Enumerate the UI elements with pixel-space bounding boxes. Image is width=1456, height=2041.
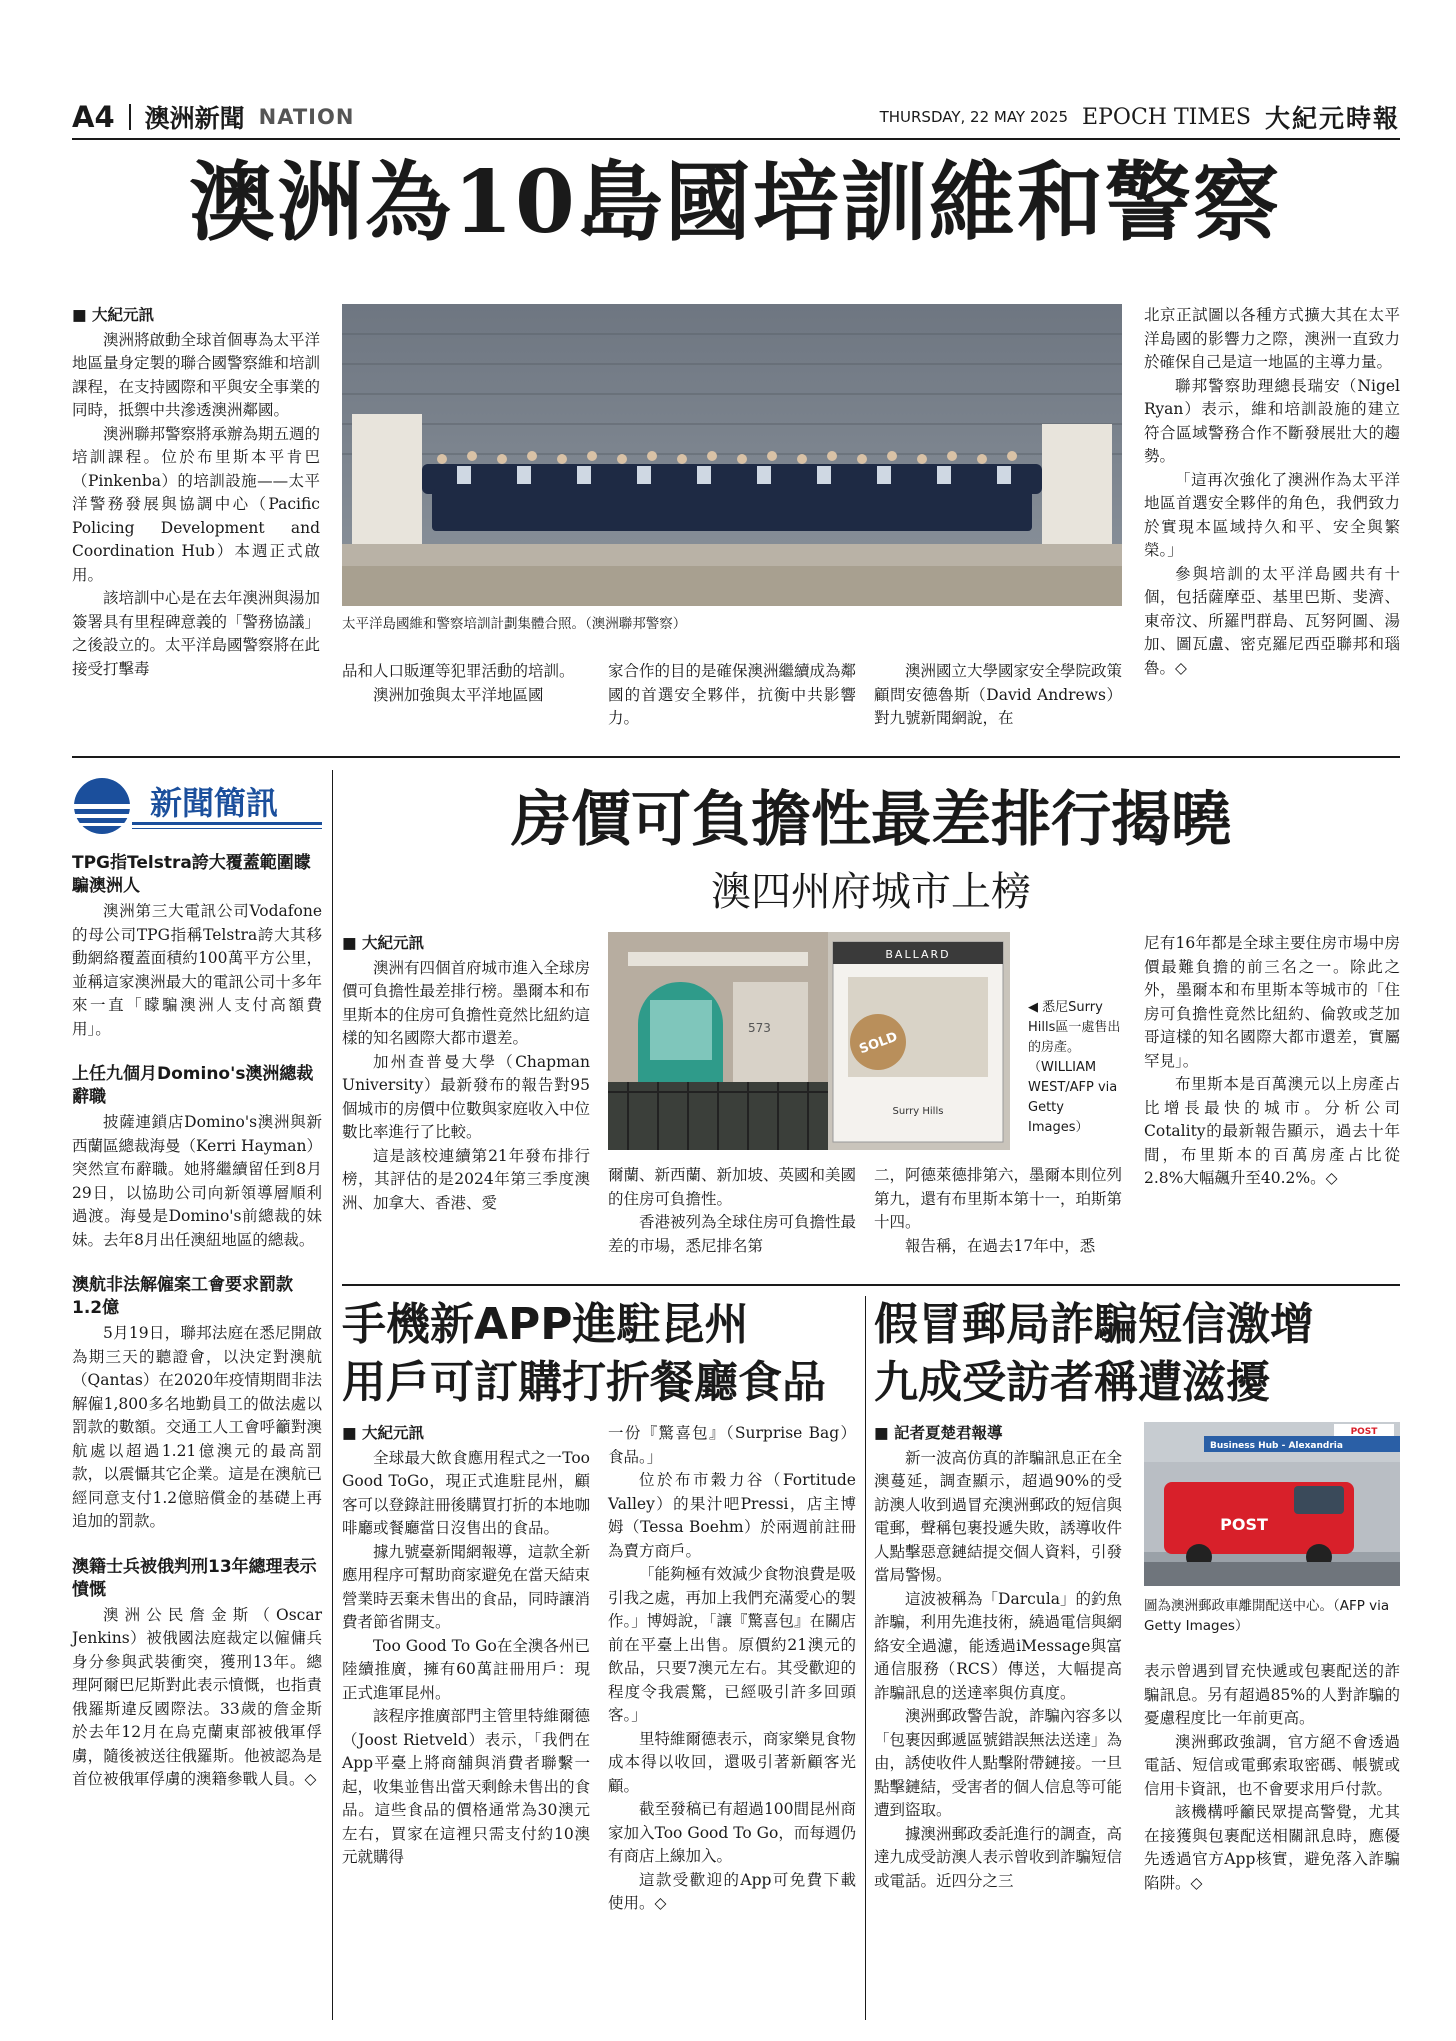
story4-para: 新一波高仿真的詐騙訊息正在全澳蔓延，調查顯示，超過90%的受訪澳人收到過冒充澳洲郵政的短信與電郵，聲稱包裹投遞失敗，誘導收件人點擊惡意鏈結提交個人資料，引發當局警惕。 bbox=[874, 1448, 1123, 1584]
paper-name-cn: 大紀元時報 bbox=[1264, 104, 1400, 133]
story2-para: 尼有16年都是全球主要住房市場中房價最難負擔的前三名之一。除此之外，墨爾本和布里斯本等城市的「住房可負擔性竟然比紐約、倫敦或芝加哥這樣的知名國際大都市還差，實屬罕見」。 bbox=[1144, 934, 1400, 1070]
story4-para: 該機構呼籲民眾提高警覺，尤其在接獲與包裹配送相關訊息時，應優先透過官方App核實，避免落入詐騙陷阱。◇ bbox=[1144, 1803, 1400, 1892]
story3-para: 一份『驚喜包』（Surprise Bag）食品。」 bbox=[608, 1424, 856, 1466]
story1-col3 bbox=[608, 660, 856, 731]
brief-body bbox=[72, 900, 322, 1041]
story4-headline-line2: 九成受訪者稱遭滋擾 bbox=[874, 1357, 1270, 1408]
sign-suburb: Surry Hills bbox=[892, 1106, 944, 1117]
story1-para: 澳洲國立大學國家安全學院政策顧問安德魯斯（David Andrews）對九號新聞網說，在 bbox=[874, 662, 1123, 727]
story1-headline: 澳洲為10島國培訓維和警察 bbox=[189, 152, 1281, 253]
auspost-van-image bbox=[1144, 1422, 1400, 1586]
page-number: A4 bbox=[72, 100, 115, 134]
story3-para: 位於布市穀力谷（Fortitude Valley）的果汁吧Pressi，店主博姆（Tessa Boehm）於兩週前註冊為賣方商戶。 bbox=[608, 1471, 856, 1560]
story-divider bbox=[865, 1296, 866, 2020]
story1-para: 澳洲聯邦警察將承辦為期五週的培訓課程。位於布里斯本平肯巴（Pinkenba）的培訓設施——太平洋警務發展與協調中心（Pacific Policing Development and Coordination Hub）本週正式啟用。 bbox=[72, 424, 321, 584]
story1-byline: ■ 大紀元訊 bbox=[72, 304, 320, 328]
story4-para: 據澳洲郵政委託進行的調查，高達九成受訪澳人表示曾收到詐騙短信或電話。近四分之三 bbox=[874, 1824, 1123, 1890]
masthead-divider bbox=[129, 104, 131, 130]
story1-para: 聯邦警察助理總長瑞安（Nigel Ryan）表示，維和培訓設施的建立符合區域警務合作不斷發展壯大的趨勢。 bbox=[1144, 376, 1400, 465]
story4-byline: ■ 記者夏楚君報導 bbox=[874, 1422, 1122, 1446]
story2-col3 bbox=[874, 1164, 1122, 1258]
story2-subhead: 澳四州府城市上榜 bbox=[711, 869, 1031, 915]
story2-col1 bbox=[342, 932, 590, 1215]
brief-para: 披薩連鎖店Domino's澳洲與新西蘭區總裁海曼（Kerri Hayman）突然宣布辭職。她將繼續留任到8月29日，以協助公司向新領導層順利過渡。海曼是Domino's前總裁的妹妹。去年8月出任澳紐地區的總裁。 bbox=[72, 1113, 322, 1249]
story3-para: 該程序推廣部門主管里特維爾德（Joost Rietveld）表示，「我們在App平臺上將商舖與消費者聯繫一起，收集並售出當天剩餘未售出的食品。這些食品的價格通常為30澳元左右，買家在這裡只需支付約10澳元就購得 bbox=[342, 1707, 591, 1866]
brief-title: 澳航非法解僱案工會要求罰款1.2億 bbox=[72, 1275, 293, 1318]
story2-headline: 房價可負擔性最差排行揭曉 bbox=[511, 785, 1231, 855]
story4-photo-caption: 圖為澳洲郵政車離開配送中心。（AFP via Getty Images） bbox=[1144, 1598, 1390, 1634]
sold-badge: SOLD bbox=[857, 1029, 900, 1058]
depot-sign: Business Hub - Alexandria bbox=[1210, 1441, 1343, 1451]
story3-col1 bbox=[342, 1422, 590, 1870]
agent-brand: BALLARD bbox=[885, 948, 951, 961]
story3-para: 截至發稿已有超過100間昆州商家加入Too Good To Go，而每週仍有商店上線加入。 bbox=[608, 1800, 856, 1865]
briefs-underline bbox=[132, 822, 322, 825]
briefs-list bbox=[72, 852, 322, 1792]
briefs-globe-icon bbox=[72, 776, 132, 836]
story4-col1 bbox=[874, 1422, 1122, 1893]
story3-para: 這款受歡迎的App可免費下載使用。◇ bbox=[608, 1870, 856, 1912]
paper-name-en: EPOCH TIMES bbox=[1082, 104, 1251, 130]
post-logo-sign: POST bbox=[1350, 1427, 1378, 1437]
story2-byline: ■ 大紀元訊 bbox=[342, 932, 590, 956]
masthead-right bbox=[880, 100, 1400, 134]
story1-col2 bbox=[342, 660, 590, 707]
group-photo-image bbox=[342, 304, 1122, 606]
story2-photo-house bbox=[608, 932, 1010, 1150]
brief-body bbox=[72, 1111, 322, 1252]
brief-body bbox=[72, 1604, 322, 1792]
story2-para: 爾蘭、新西蘭、新加坡、英國和美國的住房可負擔性。 bbox=[608, 1166, 857, 1208]
brief-title: 澳籍士兵被俄判刑13年總理表示憤慨 bbox=[72, 1556, 317, 1600]
story1-col1 bbox=[72, 304, 320, 681]
van-post-logo: POST bbox=[1220, 1515, 1268, 1534]
story2-para: 這是該校連續第21年發布排行榜，其評估的是2024年第三季度澳洲、加拿大、香港、愛 bbox=[342, 1146, 590, 1212]
story3-headline-line1: 手機新APP進駐昆州 bbox=[342, 1299, 749, 1350]
story2-para: 二，阿德萊德排第六，墨爾本則位列第九，還有布里斯本第十一，珀斯第十四。 bbox=[874, 1166, 1123, 1231]
brief-item bbox=[72, 1556, 322, 1792]
story1-para: 該培訓中心是在去年澳洲與湯加簽署具有里程碑意義的「警務協議」之後設立的。太平洋島國警察將在此接受打擊毒 bbox=[72, 589, 321, 678]
brief-para: 5月19日，聯邦法庭在悉尼開啟為期三天的聽證會，以決定對澳航（Qantas）在2020年疫情期間非法解僱1,800多名地勤員工的做法處以罰款的數額。交通工人工會呼籲對澳航處以超過1.21億澳元的最高罰款，以震懾其它企業。這是在澳航已經同意支付1.2億賠償金的基礎上再追加的罰款。 bbox=[72, 1324, 322, 1530]
story1-para: 「這再次強化了澳洲作為太平洋地區首選安全夥伴的角色，我們致力於實現本區域持久和平、安全與繁榮。」 bbox=[1144, 470, 1400, 559]
brief-title: TPG指Telstra誇大覆蓋範圍矇騙澳洲人 bbox=[72, 853, 311, 896]
story1-para: 北京正試圖以各種方式擴大其在太平洋島國的影響力之際，澳洲一直致力於確保自己是這一地區的主導力量。 bbox=[1144, 306, 1400, 371]
brief-item bbox=[72, 852, 322, 1041]
section-rule bbox=[72, 756, 1400, 758]
story4-para: 澳洲郵政警告說，詐騙內容多以「包裹因郵遞區號錯誤無法送達」為由，誘使收件人點擊附帶鏈接。一旦點擊鏈結，受害者的個人信息等可能遭到盜取。 bbox=[874, 1707, 1123, 1819]
story3-headline bbox=[342, 1296, 862, 1412]
story4-para: 這波被稱為「Darcula」的釣魚詐騙，利用先進技術，繞過電信與網絡安全過濾，能透過iMessage與富通信服務（RCS）傳送，大幅提高詐騙訊息的送達率與仿真度。 bbox=[874, 1589, 1123, 1702]
story4-para: 澳洲郵政強調，官方絕不會透過電話、短信或電郵索取密碼、帳號或信用卡資訊，也不會要求用戶付款。 bbox=[1144, 1732, 1400, 1798]
briefs-column-divider bbox=[332, 770, 333, 2020]
story4-headline-line1: 假冒郵局詐騙短信激增 bbox=[874, 1299, 1314, 1350]
story3-headline-line2: 用戶可訂購打折餐廳食品 bbox=[342, 1357, 826, 1408]
briefs-header bbox=[72, 770, 322, 840]
briefs-title: 新聞簡訊 bbox=[150, 784, 279, 822]
story4-photo-van bbox=[1144, 1422, 1400, 1586]
house-photo-image bbox=[608, 932, 1010, 1150]
story3-para: 里特維爾德表示，商家樂見食物成本得以收回，還吸引著新顧客光顧。 bbox=[608, 1729, 857, 1795]
story3-para: 據九號臺新聞網報導，這款全新應用程序可幫助商家避免在當天結束營業時丟棄未售出的食品，同時讓消費者節省開支。 bbox=[342, 1542, 591, 1631]
story2-para: 澳洲有四個首府城市進入全球房價可負擔性最差排行榜。墨爾本和布里斯本的住房可負擔性竟然比紐約這樣的知名國際大都市還差。 bbox=[342, 958, 591, 1047]
story1-photo-caption: 太平洋島國維和警察培訓計劃集體合照。（澳洲聯邦警察） bbox=[342, 616, 687, 632]
story1-para: 品和人口販運等犯罪活動的培訓。 bbox=[342, 662, 575, 680]
story1-para: 參與培訓的太平洋島國共有十個，包括薩摩亞、基里巴斯、斐濟、東帝汶、所羅門群島、瓦努阿圖、湯加、圖瓦盧、密克羅尼西亞聯邦和瑙魯。◇ bbox=[1144, 564, 1400, 677]
brief-body bbox=[72, 1322, 322, 1534]
story2-col4 bbox=[1144, 932, 1400, 1191]
story2-photo-caption: ◀ 悉尼Surry Hills區一處售出的房產。（WILLIAM WEST/AFP via Getty Images） bbox=[1028, 1000, 1121, 1135]
story3-para: Too Good To Go在全澳各州已陸續推廣，擁有60萬註冊用戶：現正式進軍昆州。 bbox=[342, 1636, 590, 1702]
section-name-en: NATION bbox=[258, 105, 355, 129]
story2-para: 加州查普曼大學（Chapman University）最新發布的報告對95個城市的房價中位數與家庭收入中位數比率進行了比較。 bbox=[342, 1052, 591, 1141]
brief-title: 上任九個月Domino's澳洲總裁辭職 bbox=[72, 1064, 314, 1107]
house-number: 573 bbox=[748, 1021, 771, 1035]
masthead-left bbox=[72, 100, 354, 134]
story1-col4 bbox=[874, 660, 1122, 731]
story1-col5 bbox=[1144, 304, 1400, 680]
section-rule bbox=[342, 1284, 1400, 1286]
brief-para: 澳洲公民詹金斯（Oscar Jenkins）被俄國法庭裁定以僱傭兵身分參與武裝衝突，獲刑13年。總理阿爾巴尼斯對此表示憤慨，也指責俄羅斯違反國際法。33歲的詹金斯於去年12月在烏克蘭東部被俄軍俘虜，隨後被送往俄羅斯。他被認為是首位被俄軍俘虜的澳籍參戰人員。◇ bbox=[72, 1605, 322, 1788]
brief-para: 澳洲第三大電訊公司Vodafone的母公司TPG指稱Telstra誇大其移動網絡覆蓋面積約100萬平方公里，並稱這家澳洲最大的電訊公司十多年來一直「矇騙澳洲人支付高額費用」。 bbox=[72, 902, 322, 1038]
story4-para: 表示曾遇到冒充快遞或包裹配送的詐騙訊息。另有超過85%的人對詐騙的憂慮程度比一年前更高。 bbox=[1144, 1662, 1400, 1727]
section-name: 澳洲新聞 bbox=[144, 104, 245, 133]
brief-item bbox=[72, 1063, 322, 1252]
issue-date: THURSDAY, 22 MAY 2025 bbox=[879, 108, 1069, 126]
story1-photo-group bbox=[342, 304, 1122, 606]
story1-para: 澳洲將啟動全球首個專為太平洋地區量身定製的聯合國警察維和培訓課程，在支持國際和平與安全事業的同時，抵禦中共滲透澳洲鄰國。 bbox=[72, 330, 321, 419]
story1-para: 家合作的目的是確保澳洲繼續成為鄰國的首選安全夥伴，抗衡中共影響力。 bbox=[608, 662, 857, 727]
story3-byline: ■ 大紀元訊 bbox=[342, 1422, 590, 1446]
story3-para: 全球最大飲食應用程式之一Too Good ToGo，現正式進駐昆州，顧客可以登錄註冊後購買打折的本地咖啡廳或餐廳當日沒售出的食品。 bbox=[342, 1448, 591, 1537]
story2-para: 布里斯本是百萬澳元以上房產占比增長最快的城市。分析公司Cotality的最新報告顯示，過去十年間，布里斯本的百萬房產占比從2.8%大幅飆升至40.2%。◇ bbox=[1144, 1075, 1400, 1187]
story3-para: 「能夠極有效減少食物浪費是吸引我之處，再加上我們充滿愛心的製作。」博姆說，「讓『驚喜包』在關店前在平臺上出售。原價約21澳元的飲品，只要7澳元左右。其受歡迎的程度令我震驚，已經吸引許多回頭客。」 bbox=[608, 1565, 857, 1724]
story2-para: 報告稱，在過去17年中，悉 bbox=[905, 1236, 1096, 1255]
story2-para: 香港被列為全球住房可負擔性最差的市場，悉尼排名第 bbox=[608, 1213, 857, 1255]
story4-headline bbox=[874, 1296, 1400, 1412]
story1-para: 澳洲加強與太平洋地區國 bbox=[373, 685, 544, 704]
masthead-rule bbox=[72, 138, 1400, 140]
story2-col2 bbox=[608, 1164, 856, 1258]
story4-col2 bbox=[1144, 1660, 1400, 1895]
story3-col2 bbox=[608, 1422, 856, 1916]
brief-item bbox=[72, 1274, 322, 1534]
briefs-underline-thin bbox=[132, 828, 322, 829]
